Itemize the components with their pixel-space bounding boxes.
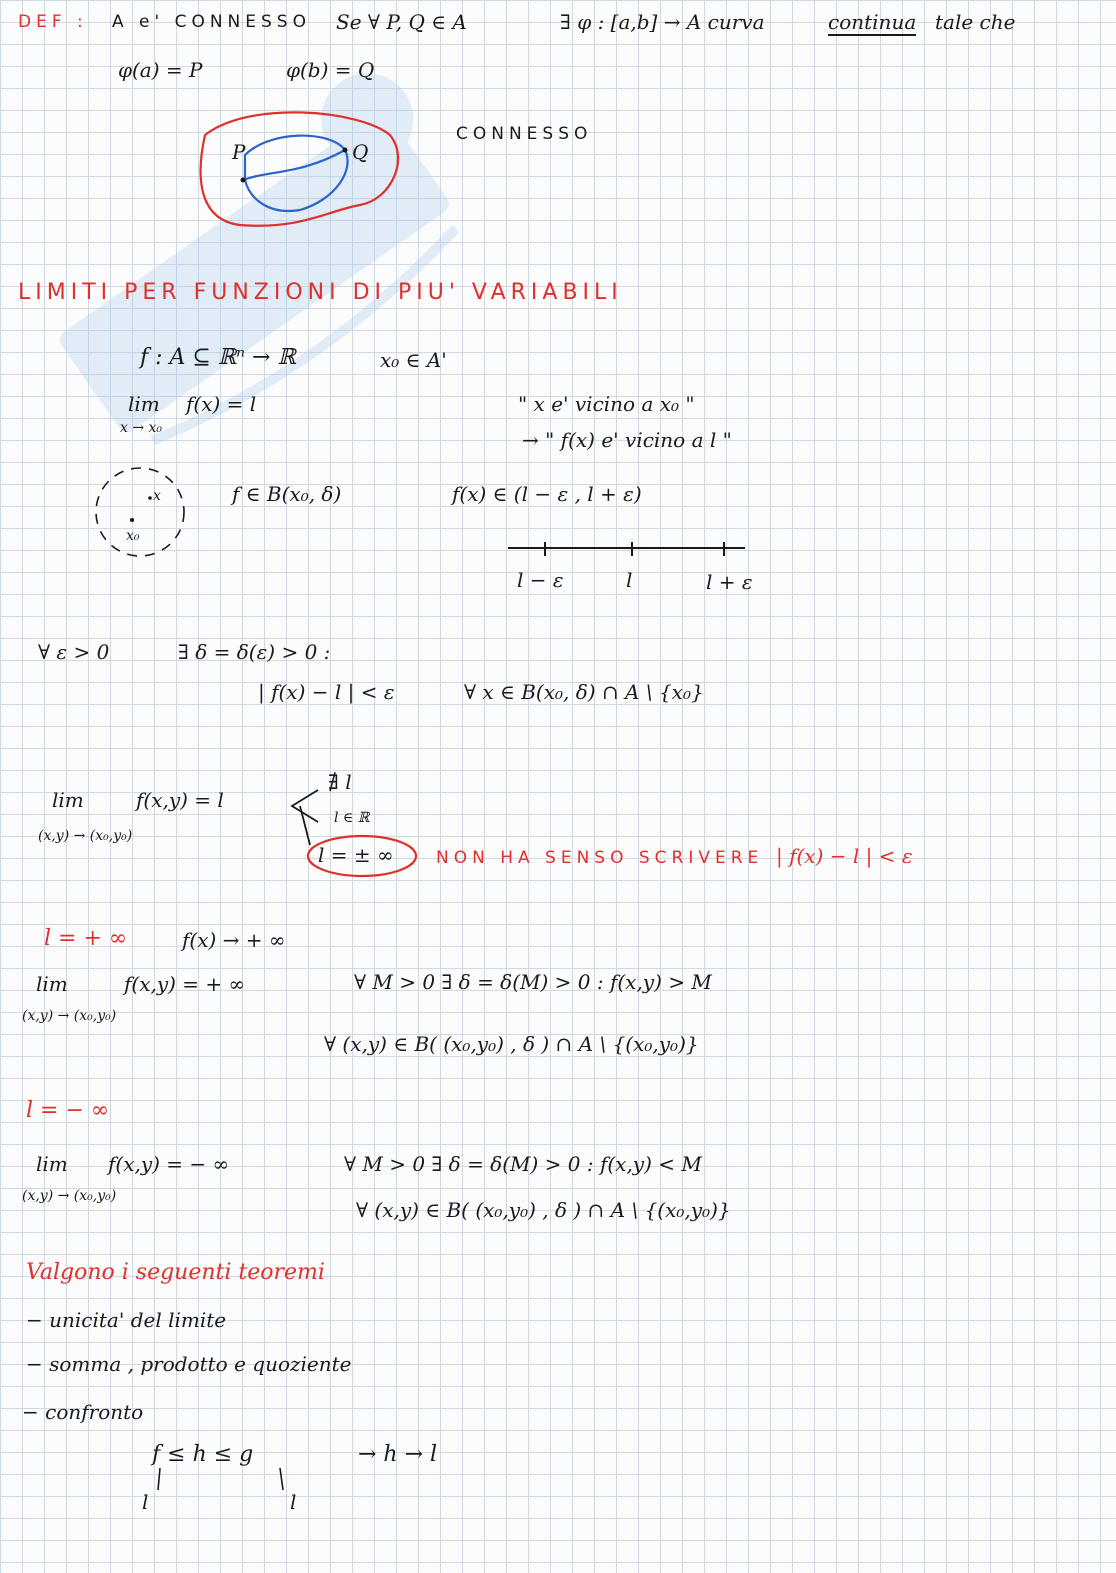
diagram-point-q: Q [352, 140, 369, 164]
heading-plus-inf: l = + ∞ [44, 926, 128, 951]
eps-domain: ∀ x ∈ B(x₀, δ) ∩ A \ {x₀} [464, 680, 704, 704]
diagram-label-connesso: CONNESSO [456, 124, 593, 144]
comparison-f-limit: l [142, 1490, 149, 1514]
plus-inf-def-2: ∀ (x,y) ∈ B( (x₀,y₀) , δ ) ∩ A \ {(x₀,y₀)} [324, 1032, 699, 1056]
lim-sub-4: (x,y) → (x₀,y₀) [22, 1188, 117, 1204]
comparison-result: → h → l [358, 1442, 438, 1467]
lim-expr-2: f(x,y) = l [136, 788, 224, 812]
case-real: l ∈ ℝ [334, 810, 370, 826]
def-cond-b: φ(b) = Q [286, 58, 375, 82]
lim-sub-1: x → x₀ [120, 420, 163, 436]
note-no-sense: NON HA SENSO SCRIVERE [436, 848, 764, 868]
def-tag: DEF : [18, 12, 88, 32]
eps-exists-delta: ∃ δ = δ(ε) > 0 : [178, 640, 331, 664]
diagram-point-p: P [232, 140, 246, 164]
theorem-operations: − somma , prodotto e quoziente [26, 1352, 352, 1376]
lim-word-4: lim [36, 1152, 68, 1176]
minus-inf-def-2: ∀ (x,y) ∈ B( (x₀,y₀) , δ ) ∩ A \ {(x₀,y₀)} [356, 1198, 731, 1222]
lim-word-2: lim [52, 788, 84, 812]
def-cond-a: φ(a) = P [118, 58, 203, 82]
accumulation-point: x₀ ∈ A' [380, 348, 447, 372]
def-tale-che: tale che [935, 10, 1016, 34]
minus-inf-def-1: ∀ M > 0 ∃ δ = δ(M) > 0 : f(x,y) < M [344, 1152, 702, 1176]
ball-label-x: x [153, 488, 161, 504]
note-x-near: " x e' vicino a x₀ " [518, 392, 695, 416]
ball-label-x0: x₀ [126, 528, 140, 544]
heading-theorems: Valgono i seguenti teoremi [26, 1260, 325, 1285]
comparison-g-limit: l [290, 1490, 297, 1514]
ball-condition: f ∈ B(x₀, δ) [232, 482, 342, 506]
lim-word-1: lim [128, 392, 160, 416]
def-continua: continua [828, 10, 917, 34]
note-fx-near: → " f(x) e' vicino a l " [522, 428, 732, 452]
lim-expr-1: f(x) = l [186, 392, 257, 416]
plus-inf-def-1: ∀ M > 0 ∃ δ = δ(M) > 0 : f(x,y) > M [354, 970, 712, 994]
lim-expr-4: f(x,y) = − ∞ [108, 1152, 230, 1176]
note-no-sense-expr: | f(x) − l | < ε [776, 844, 913, 868]
axis-label-l-minus-eps: l − ε [517, 568, 564, 592]
def-forall: Se ∀ P, Q ∈ A [336, 10, 467, 34]
aside-fx-plus-inf: f(x) → + ∞ [182, 928, 286, 952]
theorem-uniqueness: − unicita' del limite [26, 1308, 227, 1332]
eps-inequality: | f(x) − l | < ε [258, 680, 395, 704]
case-not-exists: ∄ l [328, 770, 352, 794]
case-infinite: l = ± ∞ [318, 843, 394, 867]
eps-forall: ∀ ε > 0 [38, 640, 110, 664]
axis-label-l: l [626, 568, 633, 592]
comparison-inequality: f ≤ h ≤ g [152, 1442, 254, 1467]
lim-expr-3: f(x,y) = + ∞ [124, 972, 246, 996]
def-exists-curve: ∃ φ : [a,b] → A curva [560, 10, 765, 34]
axis-label-l-plus-eps: l + ε [706, 570, 753, 594]
def-connesso: A e' CONNESSO [112, 12, 311, 32]
theorem-comparison: − confronto [22, 1400, 144, 1424]
lim-word-3: lim [36, 972, 68, 996]
lim-sub-3: (x,y) → (x₀,y₀) [22, 1008, 117, 1024]
lim-sub-2: (x,y) → (x₀,y₀) [38, 828, 133, 844]
heading-minus-inf: l = − ∞ [26, 1098, 110, 1123]
interval-condition: f(x) ∈ (l − ε , l + ε) [452, 482, 642, 506]
section-title-limits: LIMITI PER FUNZIONI DI PIU' VARIABILI [18, 280, 623, 305]
function-definition: f : A ⊆ ℝⁿ → ℝ [140, 345, 296, 370]
